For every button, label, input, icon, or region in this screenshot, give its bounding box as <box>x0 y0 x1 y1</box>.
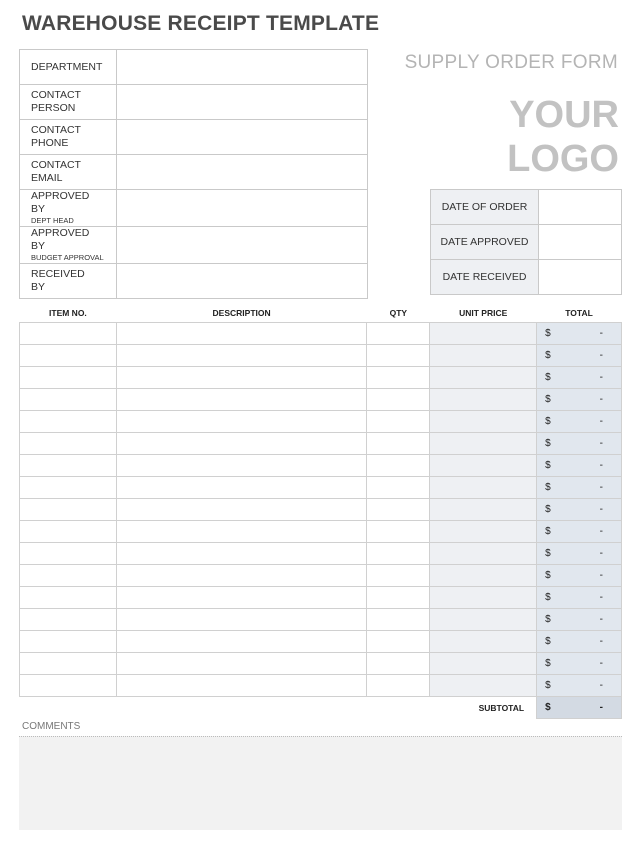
unit-price-cell[interactable] <box>430 565 537 587</box>
total-cell <box>537 455 622 477</box>
unit-price-cell[interactable] <box>430 609 537 631</box>
item-no-cell[interactable] <box>20 477 117 499</box>
description-cell[interactable] <box>116 631 367 653</box>
qty-cell[interactable] <box>367 323 430 345</box>
description-cell[interactable] <box>116 345 367 367</box>
total-value: - <box>599 350 603 361</box>
description-cell[interactable] <box>116 653 367 675</box>
date-label: DATE OF ORDER <box>431 190 539 225</box>
info-label-sub: BUDGET APPROVAL <box>31 253 104 262</box>
total-cell <box>537 653 622 675</box>
currency-symbol: $ <box>545 680 551 691</box>
info-label-text: CONTACT PHONE <box>31 124 81 149</box>
table-row <box>20 499 622 521</box>
description-cell[interactable] <box>116 499 367 521</box>
date-fields-table <box>430 189 622 295</box>
subtotal-row <box>20 697 622 719</box>
total-value: - <box>599 460 603 471</box>
unit-price-cell[interactable] <box>430 653 537 675</box>
item-no-cell[interactable] <box>20 675 117 697</box>
total-cell-content <box>537 570 621 581</box>
item-no-cell[interactable] <box>20 345 117 367</box>
unit-price-cell[interactable] <box>430 323 537 345</box>
unit-price-cell[interactable] <box>430 389 537 411</box>
info-row <box>20 50 368 85</box>
header-description: DESCRIPTION <box>212 308 271 318</box>
item-no-cell[interactable] <box>20 389 117 411</box>
info-row <box>20 264 368 299</box>
total-value: - <box>599 680 603 691</box>
total-cell <box>537 499 622 521</box>
header-item-no: ITEM NO. <box>49 308 87 318</box>
item-no-cell[interactable] <box>20 543 117 565</box>
info-label <box>20 85 117 120</box>
info-value-field[interactable] <box>117 264 368 299</box>
items-table <box>19 304 622 719</box>
qty-cell[interactable] <box>367 345 430 367</box>
total-value: - <box>599 592 603 603</box>
description-cell[interactable] <box>116 521 367 543</box>
qty-cell[interactable] <box>367 587 430 609</box>
description-cell[interactable] <box>116 323 367 345</box>
date-row <box>431 190 622 225</box>
info-value-field[interactable] <box>117 190 368 227</box>
qty-cell[interactable] <box>367 367 430 389</box>
item-no-cell[interactable] <box>20 587 117 609</box>
date-value-field[interactable] <box>539 225 622 260</box>
total-value: - <box>599 394 603 405</box>
info-label <box>20 120 117 155</box>
total-cell <box>537 609 622 631</box>
unit-price-cell[interactable] <box>430 521 537 543</box>
item-no-cell[interactable] <box>20 323 117 345</box>
unit-price-cell[interactable] <box>430 455 537 477</box>
info-value-field[interactable] <box>117 50 368 85</box>
description-cell[interactable] <box>116 411 367 433</box>
info-label-text: APPROVED BY <box>31 227 90 252</box>
description-cell[interactable] <box>116 587 367 609</box>
total-cell <box>537 477 622 499</box>
table-row <box>20 521 622 543</box>
info-label <box>20 50 117 85</box>
table-row <box>20 433 622 455</box>
currency-symbol: $ <box>545 416 551 427</box>
total-cell-content <box>537 526 621 537</box>
info-value-field[interactable] <box>117 155 368 190</box>
total-value: - <box>599 372 603 383</box>
info-label-text: CONTACT PERSON <box>31 89 81 114</box>
unit-price-cell[interactable] <box>430 499 537 521</box>
currency-symbol: $ <box>545 372 551 383</box>
info-label-text: DEPARTMENT <box>31 60 103 73</box>
item-no-cell[interactable] <box>20 455 117 477</box>
currency-symbol: $ <box>545 460 551 471</box>
total-cell-content <box>537 592 621 603</box>
total-value: - <box>599 482 603 493</box>
table-row <box>20 455 622 477</box>
date-value-field[interactable] <box>539 260 622 295</box>
total-cell-content <box>537 658 621 669</box>
unit-price-cell[interactable] <box>430 345 537 367</box>
item-no-cell[interactable] <box>20 411 117 433</box>
total-cell-content <box>537 438 621 449</box>
table-row <box>20 323 622 345</box>
currency-symbol: $ <box>545 592 551 603</box>
info-row <box>20 120 368 155</box>
item-no-cell[interactable] <box>20 565 117 587</box>
total-cell-content <box>537 460 621 471</box>
description-cell[interactable] <box>116 565 367 587</box>
table-row <box>20 345 622 367</box>
item-no-cell[interactable] <box>20 653 117 675</box>
total-value: - <box>599 526 603 537</box>
info-value-field[interactable] <box>117 120 368 155</box>
total-cell-content <box>537 636 621 647</box>
comments-label: COMMENTS <box>22 721 81 732</box>
info-label-text: RECEIVED BY <box>31 268 85 293</box>
subtotal-value-cell <box>537 697 622 719</box>
logo-line-2: LOGO <box>507 138 619 180</box>
total-cell <box>537 587 622 609</box>
qty-cell[interactable] <box>367 477 430 499</box>
currency-symbol: $ <box>545 526 551 537</box>
currency-symbol: $ <box>545 636 551 647</box>
total-cell-content <box>537 482 621 493</box>
total-cell <box>537 565 622 587</box>
info-value-field[interactable] <box>117 227 368 264</box>
comments-box[interactable] <box>19 736 622 830</box>
date-row <box>431 225 622 260</box>
info-row <box>20 227 368 264</box>
currency-symbol: $ <box>545 504 551 515</box>
total-cell <box>537 543 622 565</box>
total-cell-content <box>537 548 621 559</box>
total-value: - <box>599 328 603 339</box>
total-cell-content <box>537 680 621 691</box>
subtotal-label: SUBTOTAL <box>478 702 525 713</box>
total-cell-content <box>537 416 621 427</box>
subtotal-content <box>537 702 621 713</box>
info-row <box>20 85 368 120</box>
total-value: - <box>599 504 603 515</box>
unit-price-cell[interactable] <box>430 675 537 697</box>
logo-line-1: YOUR <box>509 94 619 136</box>
description-cell[interactable] <box>116 455 367 477</box>
unit-price-cell[interactable] <box>430 367 537 389</box>
date-row <box>431 260 622 295</box>
unit-price-cell[interactable] <box>430 433 537 455</box>
info-row <box>20 155 368 190</box>
table-row <box>20 631 622 653</box>
date-value-field[interactable] <box>539 190 622 225</box>
subtotal-value: - <box>599 702 603 713</box>
qty-cell[interactable] <box>367 499 430 521</box>
description-cell[interactable] <box>116 477 367 499</box>
logo-placeholder <box>507 93 619 181</box>
currency-symbol: $ <box>545 614 551 625</box>
total-cell-content <box>537 372 621 383</box>
info-label <box>20 264 117 299</box>
total-cell <box>537 631 622 653</box>
currency-symbol: $ <box>545 548 551 559</box>
total-cell <box>537 521 622 543</box>
item-no-cell[interactable] <box>20 631 117 653</box>
currency-symbol: $ <box>545 658 551 669</box>
currency-symbol: $ <box>545 394 551 405</box>
unit-price-cell[interactable] <box>430 631 537 653</box>
info-label-sub: DEPT HEAD <box>31 216 74 225</box>
qty-cell[interactable] <box>367 455 430 477</box>
total-cell <box>537 389 622 411</box>
qty-cell[interactable] <box>367 389 430 411</box>
table-row <box>20 609 622 631</box>
total-cell-content <box>537 328 621 339</box>
qty-cell[interactable] <box>367 653 430 675</box>
item-no-cell[interactable] <box>20 433 117 455</box>
table-row <box>20 653 622 675</box>
total-value: - <box>599 614 603 625</box>
table-row <box>20 675 622 697</box>
item-no-cell[interactable] <box>20 609 117 631</box>
table-row <box>20 477 622 499</box>
item-no-cell[interactable] <box>20 499 117 521</box>
total-value: - <box>599 548 603 559</box>
total-cell-content <box>537 614 621 625</box>
info-value-field[interactable] <box>117 85 368 120</box>
total-value: - <box>599 438 603 449</box>
item-no-cell[interactable] <box>20 367 117 389</box>
total-cell <box>537 323 622 345</box>
total-value: - <box>599 416 603 427</box>
qty-cell[interactable] <box>367 433 430 455</box>
total-value: - <box>599 636 603 647</box>
total-cell <box>537 675 622 697</box>
total-cell-content <box>537 394 621 405</box>
info-fields-table <box>19 49 368 299</box>
total-cell <box>537 433 622 455</box>
info-label <box>20 227 117 264</box>
table-row <box>20 367 622 389</box>
unit-price-cell[interactable] <box>430 477 537 499</box>
page-title: WAREHOUSE RECEIPT TEMPLATE <box>22 12 380 35</box>
qty-cell[interactable] <box>367 543 430 565</box>
total-cell-content <box>537 350 621 361</box>
description-cell[interactable] <box>116 389 367 411</box>
date-label: DATE RECEIVED <box>431 260 539 295</box>
item-no-cell[interactable] <box>20 521 117 543</box>
total-cell <box>537 345 622 367</box>
currency-symbol: $ <box>545 438 551 449</box>
table-row <box>20 389 622 411</box>
table-row <box>20 565 622 587</box>
currency-symbol: $ <box>545 328 551 339</box>
info-label <box>20 155 117 190</box>
unit-price-cell[interactable] <box>430 587 537 609</box>
description-cell[interactable] <box>116 367 367 389</box>
info-label-text: CONTACT EMAIL <box>31 159 81 184</box>
total-cell <box>537 411 622 433</box>
subtotal-currency: $ <box>545 702 551 713</box>
items-header-row <box>20 304 622 323</box>
description-cell[interactable] <box>116 543 367 565</box>
qty-cell[interactable] <box>367 565 430 587</box>
qty-cell[interactable] <box>367 609 430 631</box>
unit-price-cell[interactable] <box>430 543 537 565</box>
header-unit-price: UNIT PRICE <box>459 308 508 318</box>
info-label-text: APPROVED BY <box>31 190 90 215</box>
currency-symbol: $ <box>545 350 551 361</box>
date-label: DATE APPROVED <box>431 225 539 260</box>
description-cell[interactable] <box>116 609 367 631</box>
header-total: TOTAL <box>565 308 593 318</box>
qty-cell[interactable] <box>367 521 430 543</box>
form-subtitle: SUPPLY ORDER FORM <box>404 52 618 73</box>
info-row <box>20 190 368 227</box>
description-cell[interactable] <box>116 675 367 697</box>
qty-cell[interactable] <box>367 631 430 653</box>
qty-cell[interactable] <box>367 411 430 433</box>
description-cell[interactable] <box>116 433 367 455</box>
total-value: - <box>599 658 603 669</box>
table-row <box>20 411 622 433</box>
qty-cell[interactable] <box>367 675 430 697</box>
table-row <box>20 587 622 609</box>
table-row <box>20 543 622 565</box>
total-cell-content <box>537 504 621 515</box>
currency-symbol: $ <box>545 482 551 493</box>
info-label <box>20 190 117 227</box>
total-value: - <box>599 570 603 581</box>
header-qty: QTY <box>389 308 408 318</box>
unit-price-cell[interactable] <box>430 411 537 433</box>
currency-symbol: $ <box>545 570 551 581</box>
total-cell <box>537 367 622 389</box>
